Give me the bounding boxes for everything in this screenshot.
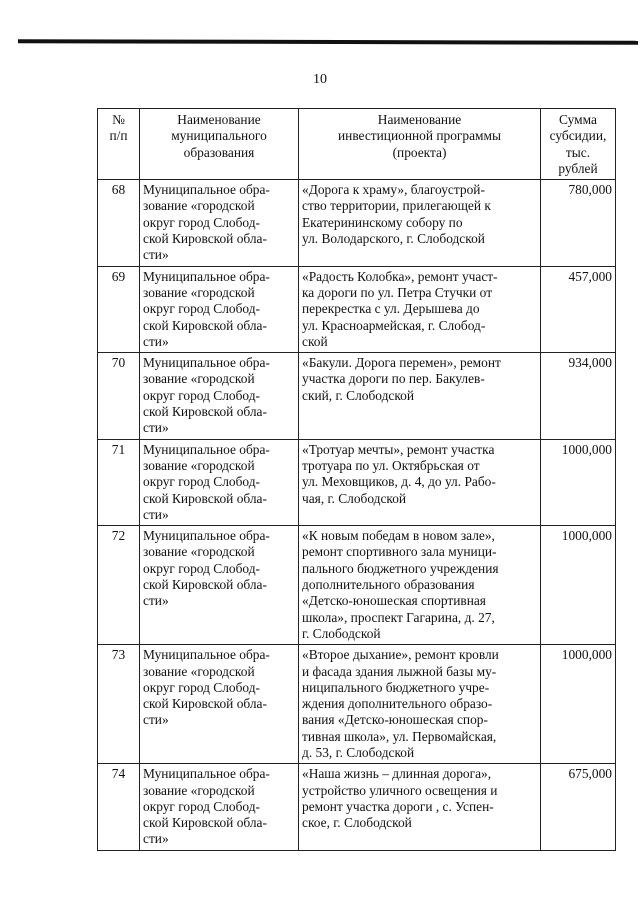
cell-line: округ город Слобод- (143, 679, 260, 695)
cell-line: Екатерининскому собору по (302, 214, 463, 230)
cell-line: субсидии, (549, 128, 607, 144)
row-number: 69 (98, 266, 140, 352)
program-cell (299, 645, 541, 764)
top-rule (18, 39, 638, 45)
cell-line: Сумма (559, 112, 597, 127)
subsidy-sum-cell: 457,000 (541, 266, 616, 352)
cell-line: сти» (143, 506, 169, 522)
subsidy-sum-cell: 1000,000 (541, 645, 616, 764)
cell-line: вания «Детско-юношеская спор- (302, 712, 488, 728)
table-row (98, 266, 616, 352)
cell-line: ниципального бюджетного учре- (302, 679, 490, 695)
cell-line: ул. Красноармейская, г. Слобод- (302, 317, 486, 333)
cell-line: ский, г. Слободской (302, 387, 415, 403)
header-sum (541, 109, 616, 180)
cell-line: ждения дополнительного образо- (302, 696, 493, 712)
cell-line: ской Кировской обла- (143, 577, 267, 593)
cell-line: «Дорога к храму», благоустрой- (302, 182, 485, 198)
table-row (98, 180, 616, 266)
cell-line: ремонт участка дороги , с. Успен- (302, 798, 494, 814)
cell-line: дополнительного образования (302, 577, 475, 593)
row-number: 71 (98, 439, 140, 525)
cell-line: тыс. (565, 144, 591, 160)
row-number: 70 (98, 353, 140, 439)
subsidy-sum-cell: 1000,000 (541, 526, 616, 645)
header-program (299, 109, 541, 180)
cell-line: ское, г. Слободской (302, 815, 412, 831)
cell-line: Муниципальное обра- (143, 355, 270, 371)
row-number: 72 (98, 526, 140, 645)
table-row (98, 439, 616, 525)
municipality-cell (140, 439, 299, 525)
cell-line: сти» (143, 831, 169, 847)
cell-line: тивная школа», ул. Первомайская, (302, 728, 497, 744)
cell-line: д. 53, г. Слободской (302, 744, 415, 760)
program-cell (299, 764, 541, 850)
municipality-cell (140, 526, 299, 645)
cell-line: «Радость Колобка», ремонт участ- (302, 268, 498, 284)
cell-line: округ город Слобод- (143, 214, 260, 230)
cell-line: сти» (143, 420, 169, 436)
cell-line: рублей (558, 160, 598, 176)
cell-line: «Бакули. Дорога перемен», ремонт (302, 355, 501, 371)
cell-line: «К новым победам в новом зале», (302, 528, 495, 544)
cell-line: (проекта) (392, 144, 447, 160)
cell-line: устройство уличного освещения и (302, 782, 498, 798)
subsidy-sum-cell: 1000,000 (541, 439, 616, 525)
cell-line: ка дороги по ул. Петра Стучки от (302, 284, 493, 300)
cell-line: «Детско-юношеская спортивная (302, 593, 486, 609)
cell-line: зование «городской (143, 782, 255, 798)
municipality-cell (140, 764, 299, 850)
cell-line: школа», проспект Гагарина, д. 27, (302, 609, 495, 625)
program-cell (299, 266, 541, 352)
table-row (98, 764, 616, 850)
subsidy-table (97, 108, 616, 851)
cell-line: п/п (109, 128, 128, 144)
cell-line: чая, г. Слободской (302, 490, 407, 506)
cell-line: округ город Слобод- (143, 387, 260, 403)
cell-line: ской Кировской обла- (143, 490, 267, 506)
municipality-cell (140, 180, 299, 266)
cell-line: зование «городской (143, 544, 255, 560)
cell-line: сти» (143, 712, 169, 728)
cell-line: сти» (143, 333, 169, 349)
municipality-cell (140, 645, 299, 764)
row-number: 73 (98, 645, 140, 764)
cell-line: ской Кировской обла- (143, 317, 267, 333)
cell-line: «Второе дыхание», ремонт кровли (302, 647, 499, 663)
table-row (98, 353, 616, 439)
cell-line: Наименование (177, 112, 261, 127)
cell-line: округ город Слобод- (143, 560, 260, 576)
cell-line: инвестиционной программы (337, 128, 501, 144)
cell-line: перекрестка с ул. Дерышева до (302, 301, 480, 317)
cell-line: ул. Меховщиков, д. 4, до ул. Рабо- (302, 474, 496, 490)
program-cell (299, 439, 541, 525)
cell-line: г. Слободской (302, 625, 381, 641)
program-cell (299, 353, 541, 439)
cell-line: Муниципальное обра- (143, 528, 270, 544)
cell-line: ремонт спортивного зала муници- (302, 544, 497, 560)
cell-line: Муниципальное обра- (143, 268, 270, 284)
table-row (98, 645, 616, 764)
cell-line: Наименование (377, 112, 462, 127)
cell-line: образования (183, 144, 255, 160)
cell-line: «Наша жизнь – длинная дорога», (302, 766, 492, 782)
cell-line: ской Кировской обла- (143, 696, 267, 712)
cell-line: пального бюджетного учреждения (302, 560, 499, 576)
cell-line: сти» (143, 593, 169, 609)
page-number: 10 (313, 72, 327, 87)
subsidy-sum-cell: 675,000 (541, 764, 616, 850)
cell-line: и фасада здания лыжной базы му- (302, 663, 497, 679)
cell-line: зование «городской (143, 371, 255, 387)
cell-line: Муниципальное обра- (143, 766, 270, 782)
cell-line: Муниципальное обра- (143, 182, 270, 198)
table-header-row (98, 109, 616, 180)
cell-line: ской Кировской обла- (143, 404, 267, 420)
row-number: 68 (98, 180, 140, 266)
cell-line: ской Кировской обла- (143, 815, 267, 831)
cell-line: муниципального (171, 128, 267, 144)
cell-line: округ город Слобод- (143, 798, 260, 814)
table-row (98, 526, 616, 645)
cell-line: зование «городской (143, 284, 255, 300)
program-cell (299, 526, 541, 645)
cell-line: зование «городской (143, 457, 255, 473)
table-body (98, 180, 616, 851)
cell-line: ул. Володарского, г. Слободской (302, 231, 485, 247)
cell-line: тротуара по ул. Октябрьская от (302, 457, 480, 473)
municipality-cell (140, 266, 299, 352)
row-number: 74 (98, 764, 140, 850)
subsidy-sum-cell: 934,000 (541, 353, 616, 439)
cell-line: округ город Слобод- (143, 301, 260, 317)
municipality-cell (140, 353, 299, 439)
cell-line: Муниципальное обра- (143, 647, 270, 663)
cell-line: ской (302, 333, 328, 349)
header-municipality (140, 109, 299, 180)
cell-line: округ город Слобод- (143, 474, 260, 490)
cell-line: ской Кировской обла- (143, 231, 267, 247)
cell-line: зование «городской (143, 198, 255, 214)
cell-line: «Тротуар мечты», ремонт участка (302, 441, 495, 457)
subsidy-sum-cell: 780,000 (541, 180, 616, 266)
program-cell (299, 180, 541, 266)
cell-line: зование «городской (143, 663, 255, 679)
cell-line: Муниципальное обра- (143, 441, 270, 457)
cell-line: ство территории, прилегающей к (302, 198, 491, 214)
cell-line: № (112, 112, 125, 127)
cell-line: сти» (143, 247, 169, 263)
header-num (98, 109, 140, 180)
cell-line: участка дороги по пер. Бакулев- (302, 371, 485, 387)
